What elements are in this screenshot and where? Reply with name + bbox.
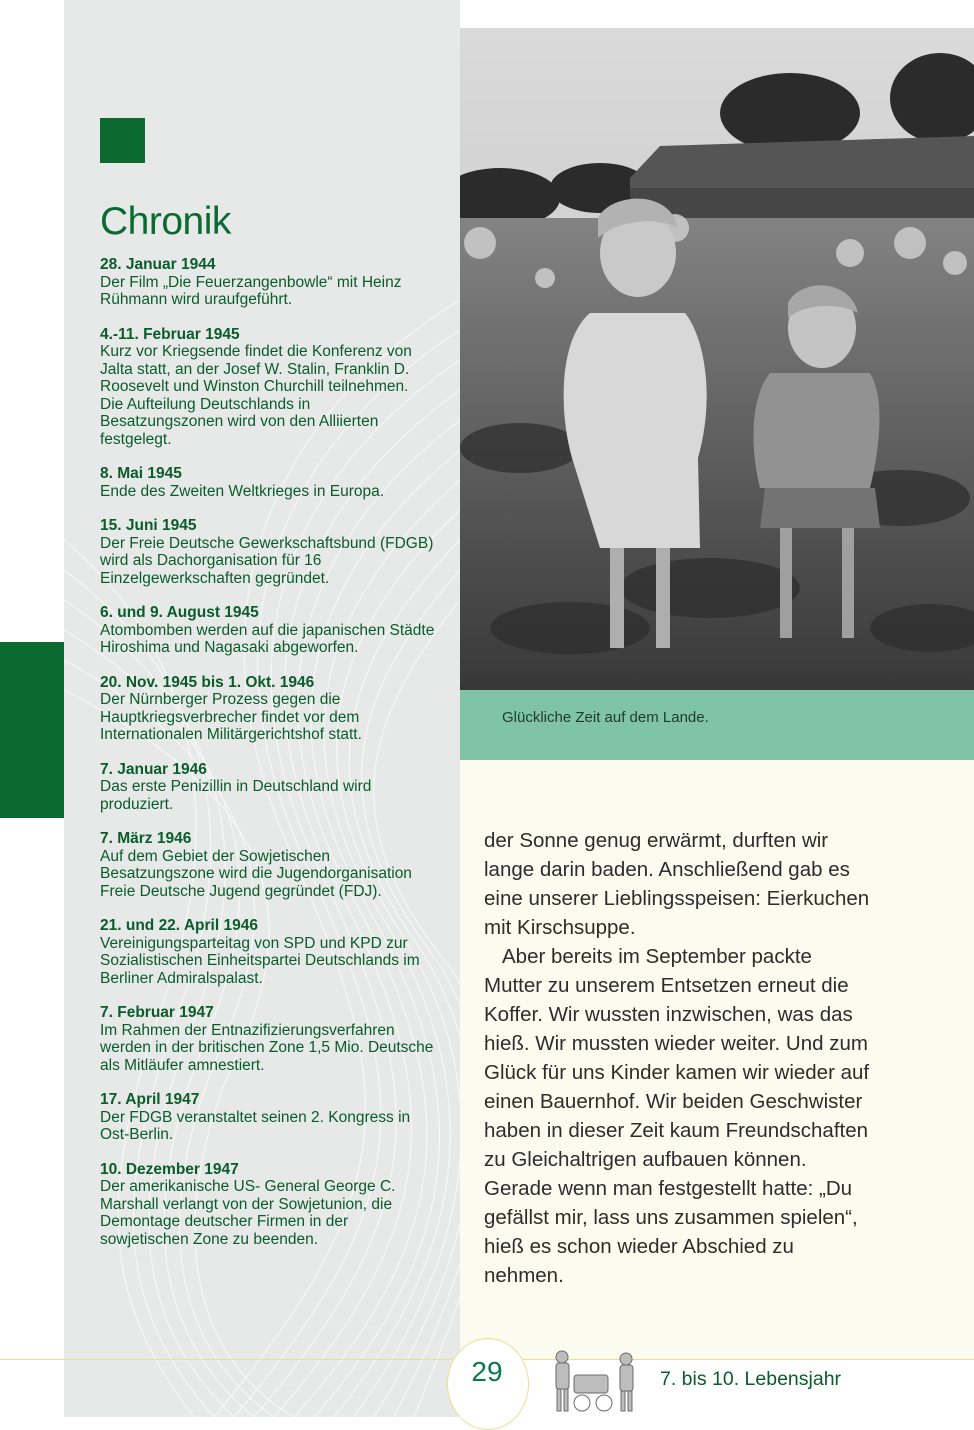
entry-date: 7. Februar 1947 <box>100 1004 214 1021</box>
entry-text: Auf dem Gebiet der Sowjetischen Besatzungszone wird die Jugendorganisation Freie Deutsche Jugend gegründet (FDJ). <box>100 847 412 900</box>
chronicle-entry <box>100 830 435 900</box>
chronicle-entry <box>100 465 435 500</box>
entry-text: Kurz vor Kriegsende findet die Konferenz von Jalta statt, an der Josef W. Stalin, Franklin D. Roosevelt und Winston Churchill teilnehmen. Die Aufteilung Deutschlands in Besatzungszonen wird von den Alliierten festgelegt. <box>100 343 412 448</box>
chronicle-entry <box>100 1091 435 1144</box>
entry-date: 7. Januar 1946 <box>100 760 207 778</box>
entry-date: 21. und 22. April 1946 <box>100 917 258 934</box>
entry-text: Das erste Penizillin in Deutschland wird produziert. <box>100 778 372 813</box>
chronicle-entry <box>100 917 435 987</box>
section-label: 7. bis 10. Lebensjahr <box>660 1368 842 1390</box>
photo-caption: Glückliche Zeit auf dem Lande. <box>502 709 709 726</box>
entry-text: Der FDGB veranstaltet seinen 2. Kongress in Ost-Berlin. <box>100 1108 411 1143</box>
chronicle-entry <box>100 517 435 587</box>
entry-text: Ende des Zweiten Weltkrieges in Europa. <box>100 482 385 500</box>
entry-date: 6. und 9. August 1945 <box>100 604 259 621</box>
historic-photo <box>460 28 974 690</box>
entry-date: 15. Juni 1945 <box>100 517 197 534</box>
entry-text: Atombomben werden auf die japanischen Städte Hiroshima und Nagasaki abgeworfen. <box>100 621 435 656</box>
entry-text: Der Film „Die Feuerzangenbowle“ mit Heinz Rühmann wird uraufgeführt. <box>100 273 402 308</box>
entry-date: 28. Januar 1944 <box>100 256 216 273</box>
entry-date: 7. März 1946 <box>100 830 192 847</box>
page-number: 29 <box>471 1356 503 1387</box>
green-square-marker <box>100 118 145 163</box>
entry-text: Der amerikanische US- General George C. Marshall verlangt von der Sowjetunion, die Demontage deutscher Firmen in der sowjetischen Zone zu beenden. <box>100 1178 396 1248</box>
chronicle-title: Chronik <box>100 200 231 243</box>
chronicle-entry <box>100 604 435 657</box>
children-in-field-illustration <box>460 28 974 690</box>
story-paragraph: Aber bereits im September packte Mutter zu unserem Entsetzen erneut die Koffer. Wir wussten inzwischen, was das hieß. Wir mussten wieder weiter. Und zum Glück für uns Kinder kamen wir wieder auf einen Bauernhof. Wir beiden Geschwister haben in dieser Zeit kaum Freundschaften zu Gleichaltrigen aufbauen können. Gerade wenn man festgestellt hatte: „Du gefällst mir, lass uns zusammen spielen“, hieß es schon wieder Abschied zu nehmen. <box>484 945 870 1287</box>
children-with-cart-icon <box>548 1345 648 1415</box>
chronicle-entry <box>100 674 435 744</box>
entry-date: 17. April 1947 <box>100 1091 200 1108</box>
story-paragraph: der Sonne genug erwärmt, durften wir lange darin baden. Anschließend gab es eine unserer Lieblingsspeisen: Eierkuchen mit Kirschsuppe. <box>484 829 870 939</box>
entry-date: 4.-11. Februar 1945 <box>100 325 240 343</box>
entry-text: Im Rahmen der Entnazifizierungsverfahren werden in der britischen Zone 1,5 Mio. Deutsche als Mitläufer amnestiert. <box>100 1021 434 1074</box>
side-color-tab <box>0 642 64 818</box>
chronicle-entry <box>100 326 435 449</box>
chronicle-entry <box>100 1004 435 1074</box>
entry-date: 8. Mai 1945 <box>100 465 182 482</box>
entry-text: Der Freie Deutsche Gewerkschaftsbund (FDGB) wird als Dachorganisation für 16 Einzelgewerkschaften gegründet. <box>100 534 434 587</box>
chronicle-entry <box>100 761 435 814</box>
entry-date: 10. Dezember 1947 <box>100 1160 239 1178</box>
entry-text: Vereinigungsparteitag von SPD und KPD zur Sozialistischen Einheitspartei Deutschlands im Berliner Admiralspalast. <box>100 934 420 987</box>
chronicle-entry <box>100 1161 435 1249</box>
entry-text: Der Nürnberger Prozess gegen die Hauptkriegsverbrecher findet vor dem Internationalen Militärgerichtshof statt. <box>100 691 362 743</box>
story-text <box>484 826 874 1290</box>
photo-caption-band <box>460 690 974 760</box>
chronicle-list <box>100 256 435 1265</box>
chronicle-entry <box>100 256 435 309</box>
entry-date: 20. Nov. 1945 bis 1. Okt. 1946 <box>100 673 315 691</box>
